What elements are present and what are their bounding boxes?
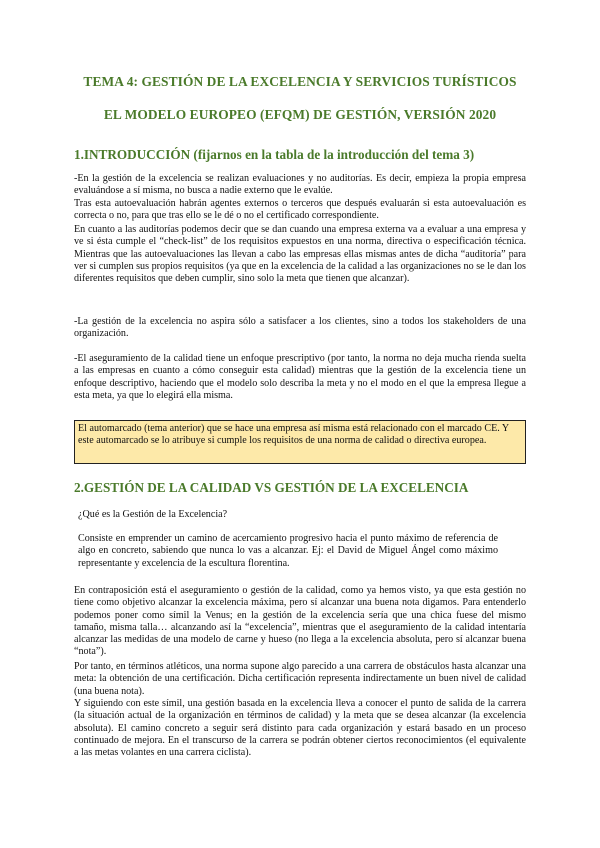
section-2-paragraph-2: Por tanto, en términos atléticos, una norma supone algo parecido a una carrera de obstáculos hasta alcanzar una meta: la obtención de una certificación. Dicha certificación representa indirectamente un buen nivel de calidad (una buena nota). bbox=[74, 661, 526, 697]
section-2-question: ¿Qué es la Gestión de la Excelencia? bbox=[78, 509, 228, 520]
section-1-paragraph-3: En cuanto a las auditorías podemos decir que se dan cuando una empresa externa va a evaluar a una empresa y ve si ésta cumple el “check-list” de los requisitos expuestos en una norma, directiva o especificación técnica. Mientras que las autoevaluaciones las llevan a cabo las empresas ellas mismas antes de dicha “auditoría” para ver si cumplen sus propios requisitos (ya que en la excelencia de la calidad a las organizaciones no se le dan los diferentes requisitos que deben cumplir, sino solo la meta que tienen que alcanzar). bbox=[74, 224, 526, 285]
highlight-box: El automarcado (tema anterior) que se hace una empresa así misma está relacionado con el marcado CE. Y este automarcado se lo atribuye si cumple los requisitos de una norma de calidad o directiva europea. bbox=[74, 420, 526, 464]
section-1-paragraph-2: Tras esta autoevaluación habrán agentes externos o terceros que después evaluarán si esta autoevaluación es correcta o no, para que tras ello se le dé o no el certificado correspondiente. bbox=[74, 198, 526, 222]
section-1-paragraph-1: -En la gestión de la excelencia se realizan evaluaciones y no auditorías. Es decir, empieza la propia empresa evaluándose a sí misma, no busca a nadie externo que le evalúe. bbox=[74, 173, 526, 197]
document-subtitle: EL MODELO EUROPEO (EFQM) DE GESTIÓN, VERSIÓN 2020 bbox=[103, 107, 497, 122]
section-2-paragraph-3: Y siguiendo con este símil, una gestión basada en la excelencia lleva a conocer el punto de salida de la carrera (la situación actual de la organización en términos de calidad) y la meta que se desea alcanzar (la excelencia absoluta). El camino concreto a seguir será distinto para cada organización y estará basado en un proceso continuado de mejora. En el transcurso de la carrera se podrán obtener ciertos reconocimientos (el equivalente a las metas volantes en una carrera ciclista). bbox=[74, 698, 526, 759]
section-2-answer: Consiste en emprender un camino de acercamiento progresivo hacia el punto máximo de referencia de algo en concreto, sabiendo que nunca lo vas a alcanzar. Ej: el David de Miguel Ángel como máximo representante y excelencia de la escultura florentina. bbox=[78, 533, 498, 569]
document-title: TEMA 4: GESTIÓN DE LA EXCELENCIA Y SERVICIOS TURÍSTICOS bbox=[83, 74, 517, 89]
section-1-paragraph-5: -El aseguramiento de la calidad tiene un enfoque prescriptivo (por tanto, la norma no deja mucha rienda suelta a las empresas en cuanto a cómo conseguir esta calidad) mientras que la gestión de la excelencia tiene un enfoque descriptivo, haciendo que el modelo solo describa la meta y no el modo en el que la empresa llegue a esta meta, ya que lo elegirá ella misma. bbox=[74, 353, 526, 401]
section-2-heading: 2.GESTIÓN DE LA CALIDAD VS GESTIÓN DE LA EXCELENCIA bbox=[74, 480, 469, 495]
section-1-heading: 1.INTRODUCCIÓN (fijarnos en la tabla de la introducción del tema 3) bbox=[74, 147, 475, 162]
section-1-paragraph-4: -La gestión de la excelencia no aspira sólo a satisfacer a los clientes, sino a todos los stakeholders de una organización. bbox=[74, 316, 526, 340]
section-2-paragraph-1: En contraposición está el aseguramiento o gestión de la calidad, como ya hemos visto, ya que esta gestión no tiene como objetivo alcanzar la excelencia máxima, pero sí alcanzar una buena nota digamos. Para entenderlo podemos poner como símil la Venus; en la gestión de la excelencia sería que una chica fuese del mismo tamaño, misma talla… alcanzando así la “excelencia”, mientras que el aseguramiento de la calidad intentaría alcanzar las medidas de una modelo de carne y hueso (no llega a la excelencia absoluta, pero sí alcanzar buena “nota”). bbox=[74, 585, 526, 658]
